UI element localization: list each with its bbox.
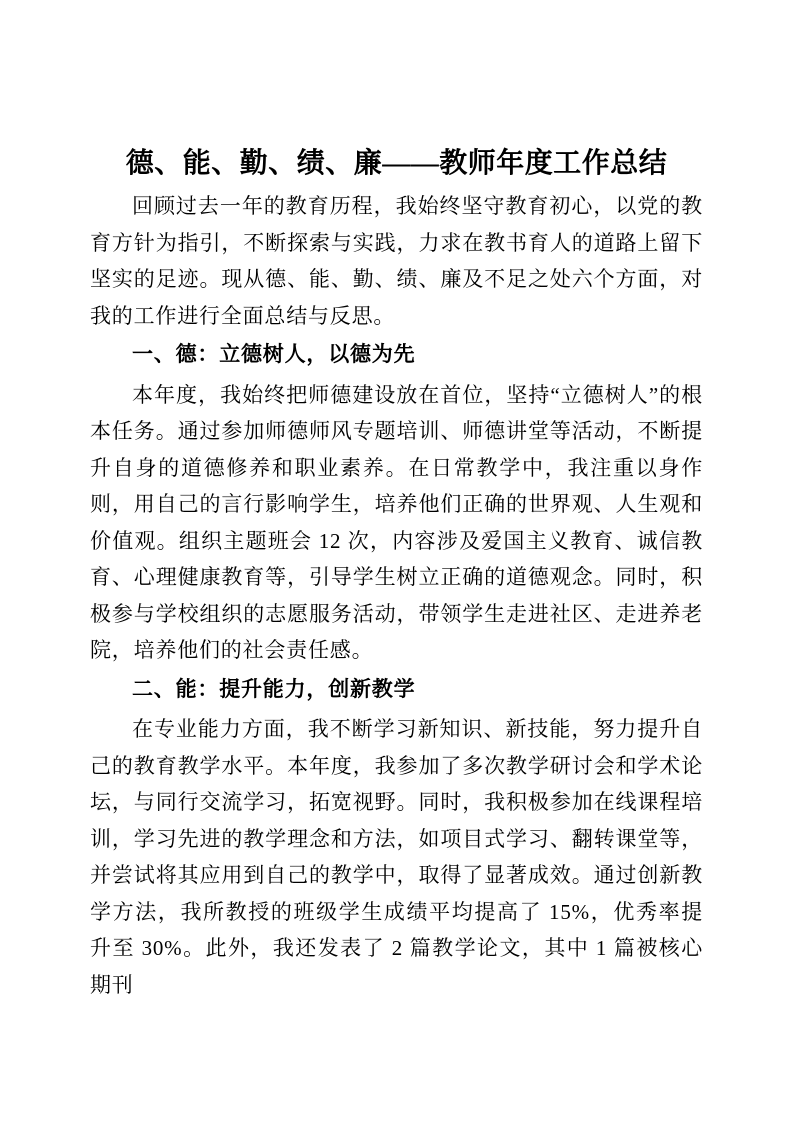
- section-de-paragraph: 本年度，我始终把师德建设放在首位，坚持“立德树人”的根本任务。通过参加师德师风专题培训、师德讲堂等活动，不断提升自身的道德修养和职业素养。在日常教学中，我注重以身作则，用自己的言行影响学生，培养他们正确的世界观、人生观和价值观。组织主题班会 12 次，内容涉及爱国主义教育、诚信教育、心理健康教育等，引导学生树立正确的道德观念。同时，积极参与学校组织的志愿服务活动，带领学生走进社区、走进养老院，培养他们的社会责任感。: [90, 382, 703, 662]
- section-neng-paragraph: 在专业能力方面，我不断学习新知识、新技能，努力提升自己的教育教学水平。本年度，我参加了多次教学研讨会和学术论坛，与同行交流学习，拓宽视野。同时，我积极参加在线课程培训，学习先进的教学理念和方法，如项目式学习、翻转课堂等，并尝试将其应用到自己的教学中，取得了显著成效。通过创新教学方法，我所教授的班级学生成绩平均提高了 15%，优秀率提升至 30%。此外，我还发表了 2 篇教学论文，其中 1 篇被核心期刊: [90, 717, 704, 997]
- section-heading-de: 一、德：立德树人，以德为先: [132, 343, 416, 366]
- section-heading-neng: 二、能：提升能力，创新教学: [132, 677, 416, 701]
- intro-paragraph: 回顾过去一年的教育历程，我始终坚守教育初心，以党的教育方针为指引，不断探索与实践，力求在教书育人的道路上留下坚实的足迹。现从德、能、勤、绩、廉及不足之处六个方面，对我的工作进行全面总结与反思。: [90, 194, 703, 328]
- document-title: 德、能、勤、绩、廉——教师年度工作总结: [125, 148, 668, 179]
